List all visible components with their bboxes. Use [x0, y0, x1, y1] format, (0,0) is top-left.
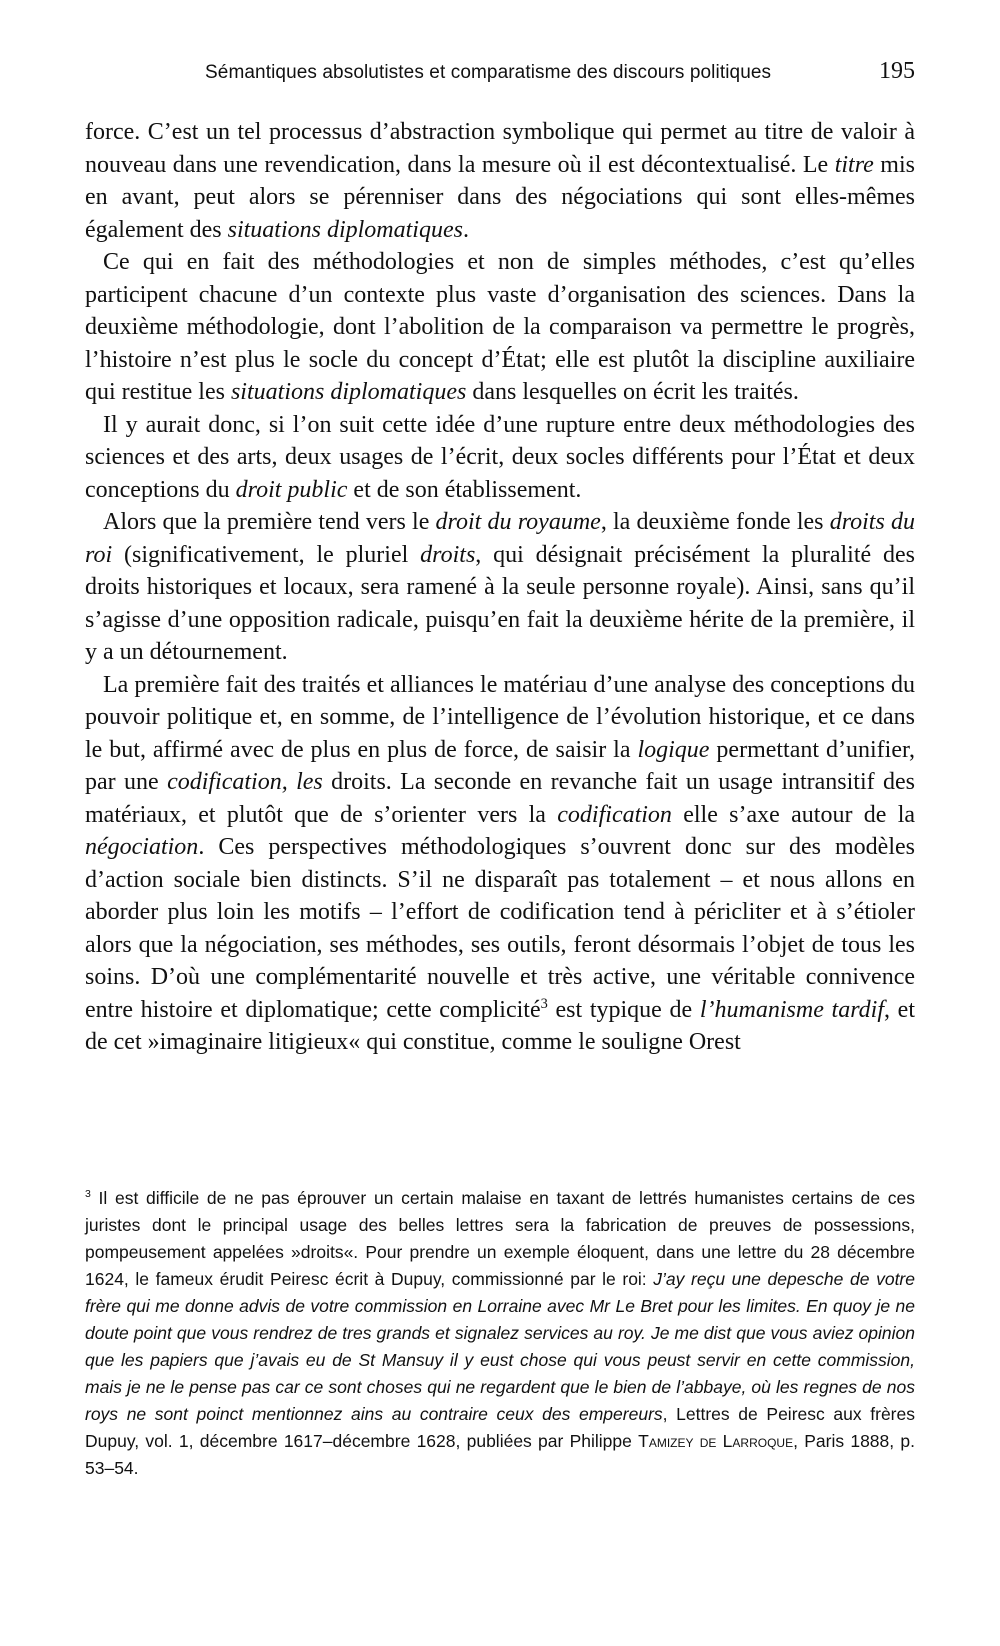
- emphasis: codification: [557, 801, 672, 828]
- paragraph-1: force. C’est un tel processus d’abstraction symbolique qui permet au titre de valoir à nouveau dans une revendication, dans la mesure où il est décontextualisé. Le titre mis en avant, peut alors se pérenniser dans des négociations qui sont elles-mêmes également des situations diplomatiques.: [85, 119, 915, 243]
- author-name: Tamizey de Larroque: [638, 1431, 794, 1451]
- page-number: 195: [879, 58, 915, 84]
- running-head: Sémantiques absolutistes et comparatisme des discours politiques: [205, 62, 772, 83]
- emphasis: titre: [834, 151, 874, 178]
- emphasis: droit public: [235, 476, 348, 503]
- emphasis: situations diplomatiques: [230, 379, 467, 405]
- paragraph-2: Ce qui en fait des méthodologies et non de simples méthodes, c’est qu’elles participent chacune d’un contexte plus vaste d’organisation des sciences. Dans la deuxième méthodologie, dont l’abolition de la comparaison va permettre le progrès, l’histoire n’est plus le socle du concept d’État; elle est plutôt la discipline auxiliaire qui restitue les situations diplomatiques dans lesquelles on écrit les traités.: [85, 249, 915, 405]
- paragraph-4: Alors que la première tend vers le droit du royaume, la deuxième fonde les droits du roi (significativement, le pluriel droits, qui désignait précisément la pluralité des droits historiques et locaux, sera ramené à la seule personne royale). Ainsi, sans qu’il s’agisse d’une opposition radicale, puisqu’en fait la deuxième hérite de la première, il y a un détournement.: [85, 509, 916, 665]
- paragraph-5: La première fait des traités et alliances le matériau d’une analyse des conceptions du pouvoir politique et, en somme, de l’intelligence de l’évolution historique, et ce dans le but, affirmé avec de plus en plus de force, de saisir la logique permettant d’unifier, par une codification, les droits. La seconde en revanche fait un usage intransitif des matériaux, et plutôt que de s’orienter vers la codification elle s’axe autour de la négociation. Ces perspectives méthodologiques s’ouvrent donc sur des modèles d’action sociale bien distincts. S’il ne disparaît pas totalement – et nous allons en aborder plus loin les motifs – l’effort de codification tend à péricliter et à s’étioler alors que la négociation, ses méthodes, ses outils, feront désormais l’objet de tous les soins. D’où une complémentarité nouvelle et très active, une véritable connivence entre histoire et diplomatique; cette complicité$^3$ est typique de l’humanisme tardif, et de cet »imaginaire litigieux« qui constitue, comme le souligne Orest: [85, 671, 916, 1055]
- emphasis: l’humanisme tardif: [699, 996, 884, 1023]
- emphasis: droit du royaume: [435, 509, 601, 535]
- footnote-marker: 3: [85, 1188, 91, 1201]
- paragraph-3: Il y aurait donc, si l’on suit cette idée d’une rupture entre deux méthodologies des sciences et des arts, deux usages de l’écrit, deux socles différents pour l’État et deux conceptions du droit public et de son établissement.: [85, 411, 915, 503]
- footnotes: [85, 1185, 915, 1482]
- quotation: J’ay reçu une depesche de votre frère qui me donne advis de votre commission en Lorraine avec Mr Le Bret pour les limites. En quoy je ne doute point que vous rendrez de tres grands et signalez services au roy. Je me dist que vous aviez opinion que les papiers que j’avais eu de St Mansuy il y eust chose qui vous peust servir en cette commission, mais je ne le pense pas car ce sont choses qui ne regardent que le bien de l’abbaye, où les regnes de nos roys ne sont poinct mentionnez ains au contraire ceux des empereurs: [85, 1269, 915, 1424]
- emphasis: droits du roi: [85, 509, 916, 568]
- footnote-3: $^3$ Il est difficile de ne pas éprouver un certain malaise en taxant de lettrés humanistes certains de ces juristes dont le principal usage des belles lettres sera la fabrication de preuves de possessions, pompeusement appelées »droits«. Pour prendre un exemple éloquent, dans une lettre du 28 décembre 1624, le fameux érudit Peiresc écrit à Dupuy, commissionné par le roi: J’ay reçu une depesche de votre frère qui me donne advis de votre commission en Lorraine avec Mr Le Bret pour les limites. En quoy je ne doute point que vous rendrez de tres grands et signalez services au roy. Je me dist que vous aviez opinion que les papiers que j’avais eu de St Mansuy il y eust chose qui vous peust servir en cette commission, mais je ne le pense pas car ce sont choses qui ne regardent que le bien de l’abbaye, où les regnes de nos roys ne sont poinct mentionnez ains au contraire ceux des empereurs, Lettres de Peiresc aux frères Dupuy, vol. 1, décembre 1617–décembre 1628, publiées par Philippe Tamizey de Larroque, Paris 1888, p. 53–54.: [85, 1188, 915, 1478]
- emphasis: négociation: [85, 834, 199, 860]
- emphasis: codification, les: [167, 769, 323, 795]
- emphasis: droits: [420, 541, 476, 568]
- body-text: [85, 116, 915, 1059]
- emphasis: situations diplomatiques: [227, 216, 463, 243]
- footnote-reference[interactable]: 3: [540, 995, 548, 1012]
- page-header: [85, 58, 915, 98]
- emphasis: logique: [637, 736, 710, 763]
